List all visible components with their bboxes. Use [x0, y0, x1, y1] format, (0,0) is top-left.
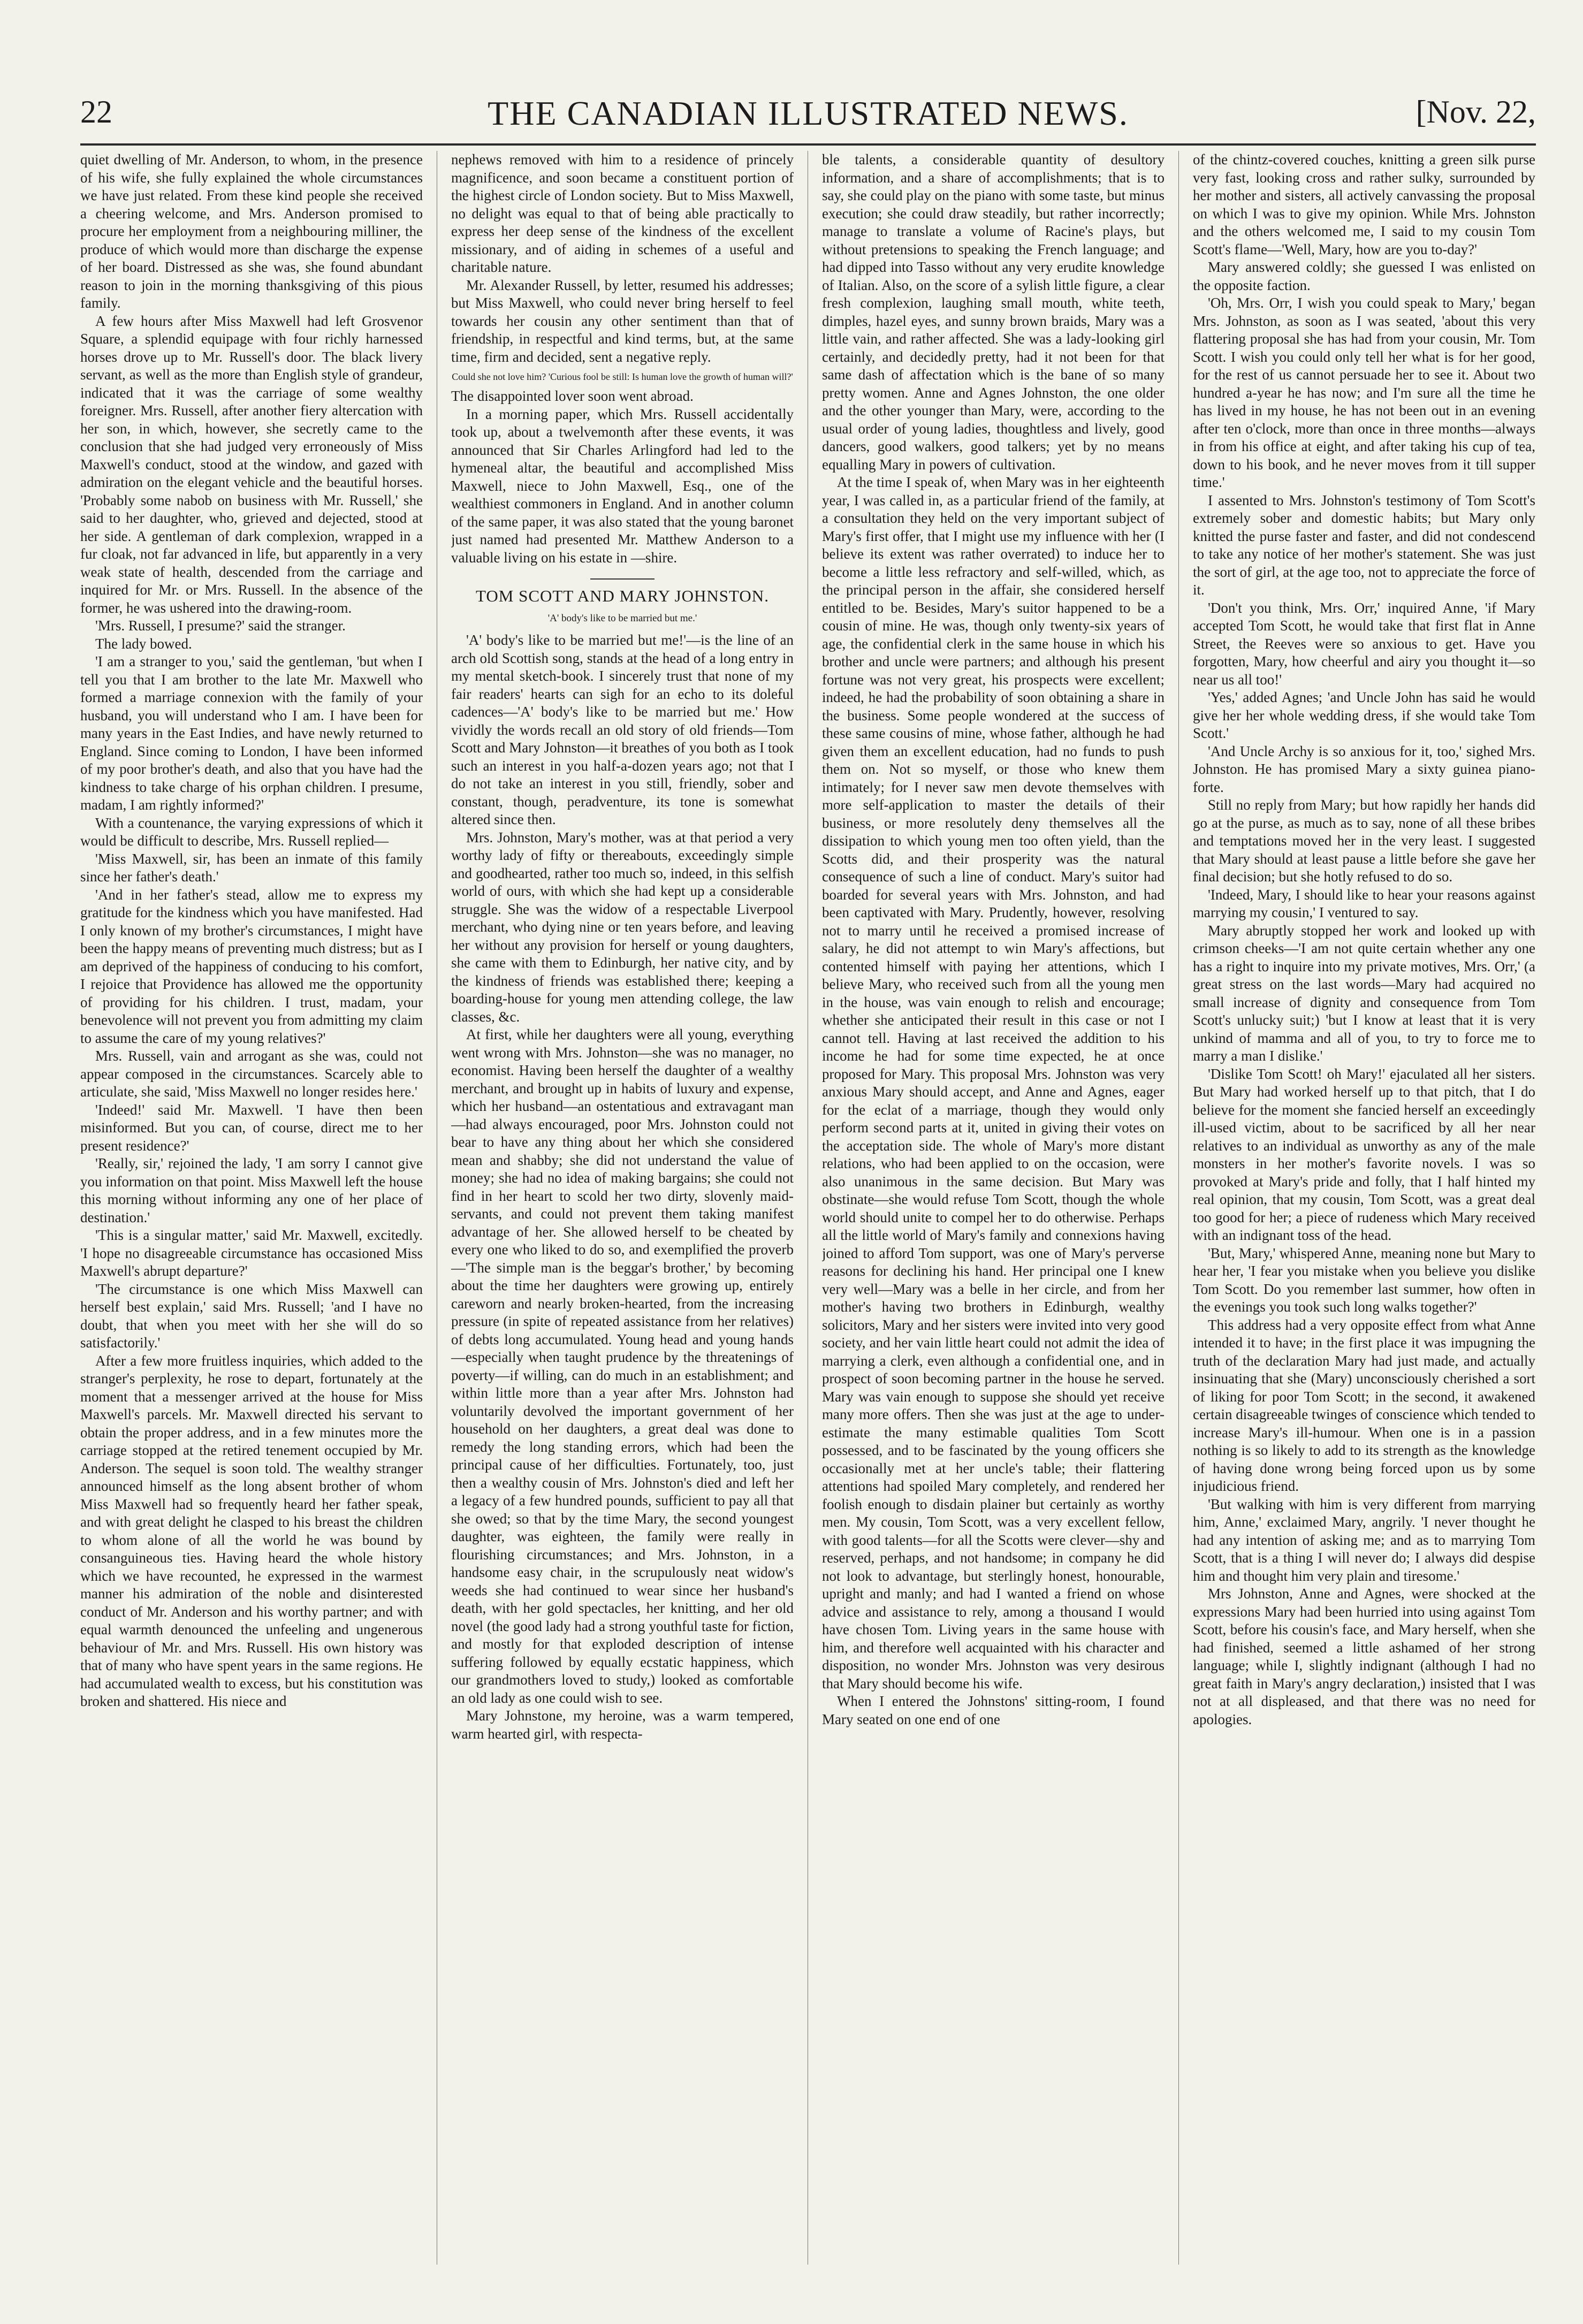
- paragraph: 'And Uncle Archy is so anxious for it, too,' sighed Mrs. Johnston. He has promised Mary a sixty guinea piano-forte.: [1193, 743, 1535, 795]
- paragraph: 'Mrs. Russell, I presume?' said the stranger.: [95, 618, 346, 634]
- story-epigraph: 'A' body's like to be married but me.': [547, 612, 697, 624]
- paragraph: of the chintz-covered couches, knitting a green silk purse very fast, looking cross and rather sulky, surrounded by her mother and sisters, all actively canvassing the proposal on which I was to give my opinion. While Mrs. Johnston and the others welcomed me, I said to my cousin Tom Scott's flame—'Well, Mary, how are you to-day?': [1193, 151, 1535, 257]
- column-rule: [1178, 151, 1179, 2265]
- paragraph: 'Indeed!' said Mr. Maxwell. 'I have then been misinformed. But you can, of course, direct me to her present residence?': [80, 1101, 423, 1154]
- paragraph: 'Really, sir,' rejoined the lady, 'I am sorry I cannot give you information on that point. Miss Maxwell left the house this morning without informing any one of her place of destination.': [80, 1155, 423, 1225]
- paragraph: 'Miss Maxwell, sir, has been an inmate of this family since her father's death.': [80, 850, 423, 885]
- column-3: [822, 151, 1165, 2265]
- paragraph: 'But, Mary,' whispered Anne, meaning none but Mary to hear her, 'I fear you mistake when you believe you dislike Tom Scott. Do you remember last summer, how often in the evenings you took such long walks together?': [1193, 1245, 1535, 1315]
- paragraph: Still no reply from Mary; but how rapidly her hands did go at the purse, as much as to say, none of all these bribes and temptations moved her in the very least. I suggested that Mary should at least pause a little before she gave her final decision; but she hotly refused to do so.: [1193, 797, 1535, 885]
- paragraph: Mrs Johnston, Anne and Agnes, were shocked at the expressions Mary had been hurried into using against Tom Scott, before his cousin's face, and Mary herself, when she had finished, seemed a little ashamed of her strong language; while I, slightly indignant (although I had no great faith in Mary's angry declaration,) insisted that I was not at all displeased, and that there was no need for apologies.: [1193, 1586, 1535, 1727]
- paragraph: In a morning paper, which Mrs. Russell accidentally took up, about a twelvemonth after these events, it was announced that Sir Charles Arlingford had led to the hymeneal altar, the beautiful and accomplished Miss Maxwell, niece to John Maxwell, Esq., one of the wealthiest commoners in England. And in another column of the same paper, it was also stated that the young baronet just named had presented Mr. Matthew Anderson to a valuable living on his estate in —shire.: [451, 406, 794, 566]
- paragraph: ble talents, a considerable quantity of desultory information, and a share of accomplishments; that is to say, she could play on the piano with some taste, but minus execution; she could draw steadily, but rather incorrectly; manage to translate a volume of Racine's plays, but without pretensions to speaking the French language; and had dipped into Tasso without any very erudite knowledge of Italian. Also, on the score of a sylish little figure, a clear fresh complexion, laughing small mouth, white teeth, dimples, hazel eyes, and sunny brown braids, Mary was a little vain, and rather affected. She was a lady-looking girl certainly, and decidedly pretty, had it not been for that same dash of affectation which is the bane of so many pretty women. Anne and Agnes Johnston, the one older and the other younger than Mary, were, according to the usual order of young ladies, thoughtless and lively, good dancers, good walkers, good talkers; yet by no means equalling Mary in powers of cultivation.: [822, 151, 1165, 473]
- paragraph: 'But walking with him is very different from marrying him, Anne,' exclaimed Mary, angrily. 'I never thought he had any intention of asking me; and as to marrying Tom Scott, that is a thing I will never do; I always did despise him and thought him very plain and tiresome.': [1193, 1496, 1535, 1584]
- paragraph: At the time I speak of, when Mary was in her eighteenth year, I was called in, as a particular friend of the family, at a consultation they held on the very important subject of Mary's first offer, that I might use my influence with her (I believe its extent was rather overrated) to induce her to become a little less refractory and self-willed, which, as the principal person in the affair, she considered herself entitled to be. Besides, Mary's suitor happened to be a cousin of mine. He was, though only twenty-six years of age, the confidential clerk in the same house in which his brother and uncle were partners; and although his present fortune was not very great, his prospects were excellent; indeed, he had the probability of soon obtaining a share in the business. Some people wondered at the success of these same cousins of mine, whose father, although he had given them an excellent education, had no funds to push them on. Not so myself, or those who knew them intimately; for I never saw men devote themselves with more self-application to master the details of their business, or more resolutely deny themselves all the dissipation to which young men too often yield, than the Scotts did, and their prosperity was the natural consequence of such a line of conduct. Mary's suitor had boarded for several years with Mrs. Johnston, and had been captivated with Mary. Prudently, however, resolving not to marry until he received a promised increase of salary, he did not attempt to win Mary's affections, but contented himself with paying her attentions, which I believe Mary, who received such from all the young men in the house, was vain enough to relish and encourage; whether she anticipated their result in this case or not I cannot tell. Having at last received the addition to his income he had for some time expected, he at once proposed for Mary. This proposal Mrs. Johnston was very anxious Mary should accept, and Anne and Agnes, eager for the eclat of a marriage, though they would only perform second parts at it, united in giving their votes on the acceptation side. The whole of Mary's more distant relations, who had been applied to on the occasion, were also unanimous in the same decision. But Mary was obstinate—she would refuse Tom Scott, though the whole world should unite to compel her to do otherwise. Perhaps all the little world of Mary's family and connexions having joined to afford Tom support, was one of Mary's perverse reasons for declining his hand. Her principal one I knew very well—Mary was a belle in her circle, and from her mother's having two brothers in Edinburgh, wealthy solicitors, Mary and her sisters were invited into very good society, and her vain little heart could not admit the idea of marrying a clerk, even although a confidential one, and in prospect of soon becoming partner in the house he served. Mary was vain enough to suppose she should yet receive many more offers. Then she was just at the age to under-estimate the many estimable qualities Tom Scott possessed, and to be fascinated by the young officers she occasionally met at her uncle's table; their flattering attentions had spoiled Mary completely, and rendered her foolish enough to disdain plainer but certainly as worthy men. My cousin, Tom Scott, was a very excellent fellow, with good talents—for all the Scotts were clever—shy and reserved, perhaps, and not handsome; in company he did not look to advantage, but sterlingly honest, honourable, upright and manly; and had I wanted a friend on whose advice and assistance to rely, among a thousand I would have chosen Tom. Living years in the same house with him, and therefore well acquainted with his character and disposition, no wonder Mrs. Johnston was very desirous that Mary should become his wife.: [822, 474, 1165, 1691]
- paragraph: 'I am a stranger to you,' said the gentleman, 'but when I tell you that I am brother to the late Mr. Maxwell who formed a marriage connexion with the family of your husband, you will understand who I am. I have been for many years in the East Indies, and have newly returned to England. Since coming to London, I have been informed of my poor brother's death, and also that you have had the kindness to take charge of his orphan children. I presume, madam, I am rightly informed?': [80, 653, 423, 813]
- story-title: TOM SCOTT AND MARY JOHNSTON.: [476, 586, 769, 605]
- paragraph: 'The circumstance is one which Miss Maxwell can herself best explain,' said Mrs. Russell; 'and I have no doubt, that when you meet with her she will do so satisfactorily.': [80, 1281, 423, 1351]
- paragraph: The lady bowed.: [95, 635, 192, 652]
- paragraph: This address had a very opposite effect from what Anne intended it to have; in the first place it was impugning the truth of the declaration Mary had just made, and actually insinuating that she (Mary) unconsciously cherished a sort of liking for poor Tom Scott; in the second, it awakened certain disagreeable twinges of conscience which tended to increase Mary's ill-humour. When one is in a passion nothing is so likely to add to its strength as the knowledge of having done wrong being forced upon us by some injudicious friend.: [1193, 1316, 1535, 1494]
- paragraph: 'And in her father's stead, allow me to express my gratitude for the kindness which you have manifested. Had I only known of my brother's circumstances, I might have been the happy means of preventing much distress; but as I am deprived of the happiness of conducing to his comfort, I rejoice that Providence has allowed me the opportunity of providing for his children. I trust, madam, your benevolence will not prevent you from admitting my claim to assume the care of my young relatives?': [80, 886, 423, 1046]
- paragraph: Mrs. Johnston, Mary's mother, was at that period a very worthy lady of fifty or thereabouts, exceedingly simple and goodhearted, rather too much so, indeed, in this selfish world of ours, with which she had kept up a considerable struggle. She was the widow of a respectable Liverpool merchant, who dying nine or ten years before, and leaving her without any provision for herself or young daughters, she came with them to Edinburgh, her native city, and by the kindness of friends was established there; keeping a boarding-house for young men attending college, the law classes, &c.: [451, 829, 794, 1025]
- paragraph: 'Indeed, Mary, I should like to hear your reasons against marrying my cousin,' I ventured to say.: [1193, 886, 1535, 920]
- column-4: [1193, 151, 1535, 2265]
- paragraph: quiet dwelling of Mr. Anderson, to whom, in the presence of his wife, she fully explained the whole circumstances we have just related. From these kind people she received a cheering welcome, and Mrs. Anderson promised to procure her employment from a neighbouring milliner, the produce of which would more than discharge the expense of her board. Distressed as she was, she found abundant reason to join in the morning thanksgiving of this pious family.: [80, 151, 423, 311]
- paragraph: Mary Johnstone, my heroine, was a warm tempered, warm hearted girl, with respecta-: [451, 1708, 794, 1742]
- page-header: [80, 94, 1536, 142]
- paragraph: 'Dislike Tom Scott! oh Mary!' ejaculated all her sisters. But Mary had worked herself up to that pitch, that I do believe for the moment she fancied herself an exceedingly ill-used victim, about to be sacrificed by all her near relatives to an individual as unworthy as any of the male monsters in her mother's favorite novels. I was so provoked at Mary's pride and folly, that I half hinted my real opinion, that my cousin, Tom Scott, was a great deal too good for her; a piece of rudeness which Mary received with an indignant toss of the head.: [1193, 1065, 1535, 1243]
- issue-date: [Nov. 22,: [1415, 94, 1536, 129]
- column-1: [80, 151, 423, 2265]
- paragraph: Mary answered coldly; she guessed I was enlisted on the opposite faction.: [1193, 259, 1535, 293]
- paragraph: With a countenance, the varying expressions of which it would be difficult to describe, Mrs. Russell replied—: [80, 814, 423, 849]
- header-rule: [80, 143, 1536, 146]
- section-separator: [590, 578, 654, 580]
- paragraph: At first, while her daughters were all young, everything went wrong with Mrs. Johnston—she was no manager, no economist. Having been herself the daughter of a wealthy merchant, and brought up in habits of luxury and expense, which her husband—an ostentatious and extravagant man—had always encouraged, poor Mrs. Johnston could not bear to have any thing about her which she considered mean and shabby; she did not understand the value of money; she had no idea of making bargains; she could not find in her heart to scold her two dirty, slovenly maid-servants, and could not prevent them taking manifest advantage of her. She allowed herself to be cheated by every one who liked to do so, and exemplified the proverb—'The simple man is the beggar's brother,' by becoming about the time her daughters were growing up, entirely careworn and nearly broken-hearted, from the increasing pressure (in spite of repeated assistance from her relatives) of debts long accumulated. Young head and young hands —especially when taught prudence by the threatenings of poverty—if willing, can do much in an establishment; and within little more than a year after Mrs. Johnston had voluntarily devolved the important government of her household on her daughters, a great deal was done to remedy the long standing errors, which had been the principal cause of her difficulties. Fortunately, too, just then a wealthy cousin of Mrs. Johnston's died and left her a legacy of a few hundred pounds, sufficient to pay all that she owed; so that by the time Mary, the second youngest daughter, was eighteen, the family were really in flourishing circumstances; and Mrs. Johnston, in a handsome easy chair, in the scrupulously neat widow's weeds she had continued to wear since her husband's death, with her gold spectacles, her knitting, and her old novel (the good lady had a strong youthful taste for fiction, and mostly for that exploded description of intense suffering followed by equally ecstatic happiness, which our grandmothers loved to study,) looked as comfortable an old lady as one could wish to see.: [451, 1026, 794, 1706]
- paragraph: 'Yes,' added Agnes; 'and Uncle John has said he would give her her whole wedding dress, if she would take Tom Scott.': [1193, 689, 1535, 741]
- paragraph: A few hours after Miss Maxwell had left Grosvenor Square, a splendid equipage with four richly harnessed horses drove up to Mr. Russell's door. The black livery servant, as well as the more than English style of grandeur, indicated that it was the carriage of some wealthy foreigner. Mrs. Russell, after another fiery altercation with her son, in which, however, she secretly came to the conclusion that she had judged very erroneously of Miss Maxwell's conduct, stood at the window, and gazed with admiration on the elegant vehicle and the beautiful horses. 'Probably some nabob on business with Mr. Russell,' she said to her daughter, who, grieved and dejected, stood at her side. A gentleman of dark complexion, wrapped in a fur cloak, not far advanced in life, but apparently in a very weak state of health, descended from the carriage and inquired for Mr. or Mrs. Russell. In the absence of the former, he was ushered into the drawing-room.: [80, 313, 423, 616]
- verse-quote: Could she not love him? 'Curious fool be still: Is human love the growth of human will?': [452, 371, 793, 382]
- paragraph: After a few more fruitless inquiries, which added to the stranger's perplexity, he rose to depart, fortunately at the moment that a messenger arrived at the house for Miss Maxwell's parcels. Mr. Maxwell directed his servant to obtain the proper address, and in a few minutes more the carriage stopped at the retired tenement occupied by Mr. Anderson. The sequel is soon told. The wealthy stranger announced himself as the long absent brother of whom Miss Maxwell had so frequently heard her father speak, and with great delight he clasped to his breast the children to whom alone of all the world he was bound by consanguineous ties. Having heard the whole history which we have recounted, he expressed in the warmest manner his admiration of the noble and disinterested conduct of Mr. Anderson and his worthy partner; and with equal warmth denounced the unfeeling and ungenerous behaviour of Mr. and Mrs. Russell. His own history was that of many who have spent years in the same regions. He had accumulated wealth to excess, but his constitution was broken and shattered. His niece and: [80, 1352, 423, 1709]
- paragraph: 'Oh, Mrs. Orr, I wish you could speak to Mary,' began Mrs. Johnston, as soon as I was seated, 'about this very flattering proposal she has had from your cousin, Mr. Tom Scott. I wish you could only tell her what is for her good, for the rest of us cannot persuade her to see it. About two hundred a-year he has now; and I'm sure all the time he has lived in my house, he has not been out in an evening after ten o'clock, more than once in three months—always in from his office at eight, and after taking his cup of tea, down to his book, and he never moves from it till supper time.': [1193, 295, 1535, 490]
- masthead-title: THE CANADIAN ILLUSTRATED NEWS.: [488, 94, 1129, 132]
- page-number: 22: [80, 94, 112, 129]
- paragraph: I assented to Mrs. Johnston's testimony of Tom Scott's extremely sober and domestic habits; but Mary only knitted the purse faster and faster, and did not condescend to take any notice of her mother's statement. She was just the sort of girl, at the age too, not to appreciate the force of it.: [1193, 492, 1535, 598]
- paragraph: When I entered the Johnstons' sitting-room, I found Mary seated on one end of one: [822, 1693, 1165, 1727]
- column-2: [451, 151, 794, 2265]
- paragraph: 'This is a singular matter,' said Mr. Maxwell, excitedly. 'I hope no disagreeable circumstance has occasioned Miss Maxwell's abrupt departure?': [80, 1227, 423, 1279]
- paragraph: nephews removed with him to a residence of princely magnificence, and soon became a constituent portion of the highest circle of London society. But to Miss Maxwell, no delight was equal to that of being able practically to express her deep sense of the kindness of the excellent missionary, and of aiding in schemes of a useful and charitable nature.: [451, 151, 794, 275]
- paragraph: Mrs. Russell, vain and arrogant as she was, could not appear composed in the circumstances. Scarcely able to articulate, she said, 'Miss Maxwell no longer resides here.': [80, 1048, 423, 1100]
- paragraph: 'A' body's like to be married but me!'—is the line of an arch old Scottish song, stands at the head of a long entry in my mental sketch-book. I sincerely trust that none of my fair readers' hearts can sigh for an echo to its doleful cadences—'A' body's like to be married but me.' How vividly the words recall an old story of old friends—Tom Scott and Mary Johnston—it breathes of you both as I took such an interest in you half-a-dozen years ago; not that I do not take an interest in you still, friendly, sober and constant, though, peradventure, its tone is somewhat altered since then.: [451, 632, 794, 827]
- paragraph: Mr. Alexander Russell, by letter, resumed his addresses; but Miss Maxwell, who could never bring herself to feel towards her cousin any other sentiment than that of friendship, in respectful and kind terms, but, at the same time, firm and decided, sent a negative reply.: [451, 277, 794, 365]
- paragraph: Mary abruptly stopped her work and looked up with crimson cheeks—'I am not quite certain whether any one has a right to inquire into my private motives, Mrs. Orr,' (a great stress on the last words—Mary had acquired no small increase of dignity and consequence from Tom Scott's unlucky suit;) 'but I know at least that it is very unkind of mamma and all of you, to try to force me to marry a man I dislike.': [1193, 922, 1535, 1064]
- article-columns: [80, 151, 1536, 2265]
- paragraph: The disappointed lover soon went abroad.: [451, 388, 694, 404]
- paragraph: 'Don't you think, Mrs. Orr,' inquired Anne, 'if Mary accepted Tom Scott, he would take that first flat in Anne Street, the Reeves were so anxious to get. Have you forgotten, Mary, how cheerful and airy you thought it—so near us all too!': [1193, 599, 1535, 688]
